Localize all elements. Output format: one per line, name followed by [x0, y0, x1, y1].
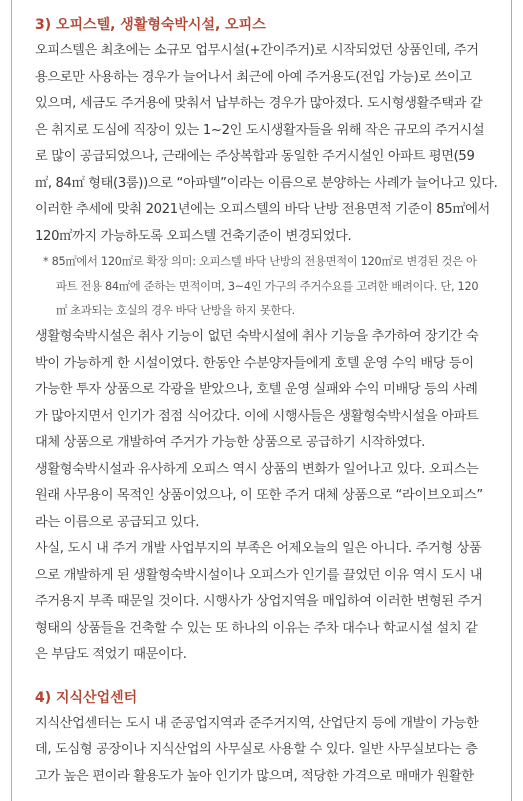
office-paragraph [35, 457, 495, 537]
section-4-heading: 4) 지식산업센터 [35, 689, 138, 706]
residence-hotel-paragraph [35, 324, 495, 457]
text-line: 원래 사무용이 목적인 상품이었으나, 이 또한 주거 대체 상품으로 “라이브오피스” [35, 488, 483, 504]
text-line: 데, 도심형 공장이나 지식산업의 사무실로 사용할 수 있다. 일반 사무실보다는 층 [35, 742, 478, 758]
text-line: 형태의 상품들을 건축할 수 있는 또 하나의 이유는 주차 대수나 학교시설 설치 같 [35, 620, 478, 636]
text-line: 박이 가능하게 한 시설이였다. 한동안 수분양자들에게 호텔 운영 수익 배당 등이 [35, 355, 474, 371]
text-line: 사실, 도시 내 주거 개발 사업부지의 부족은 어제오늘의 일은 아니다. 주거형 상품 [35, 541, 482, 557]
footnote-line: * 85㎡에서 120㎡로 확장 의미: 오피스텔 바닥 난방의 전용면적이 120㎡로 변경된 것은 아 [43, 255, 477, 268]
text-line: 생활형숙박시설은 취사 기능이 없던 숙박시설에 취사 기능을 추가하여 장기간 숙 [35, 329, 479, 345]
footnote [43, 250, 495, 324]
text-line: 120㎡까지 가능하도록 오피스텔 건축기준이 변경되었다. [35, 228, 352, 244]
text-line: 은 취지로 도심에 직장이 있는 1~2인 도시생활자들을 위해 작은 규모의 주거시설 [35, 122, 485, 138]
land-shortage-paragraph [35, 536, 495, 669]
text-line: 오피스텔은 최초에는 소규모 업무시설(+간이주거)로 시작되었던 상품인데, 주거 [35, 43, 479, 58]
document-body [35, 12, 498, 790]
text-line: 용으로만 사용하는 경우가 늘어나서 최근에 아예 주거용도(전입 가능)로 쓰이고 [35, 69, 472, 85]
text-line: 주거용지 부족 때문일 것이다. 시행사가 상업지역을 매입하여 이러한 변형된 주거 [35, 594, 483, 610]
footnote-line: ㎡ 초과되는 호실의 경우 바닥 난방을 하지 못한다. [56, 304, 295, 318]
text-line: 이러한 추세에 맞춰 2021년에는 오피스텔의 바닥 난방 전용면적 기준이 85㎡에서 [35, 202, 490, 217]
text-line: 있으며, 세금도 주거용에 맞춰서 납부하는 경우가 많아졌다. 도시형생활주택과 같 [35, 96, 483, 111]
text-line: 가능한 투자 상품으로 각광을 받았으나, 호텔 운영 실패와 수익 미배당 등의 사례 [35, 382, 478, 398]
text-line: 지식산업센터는 도시 내 준공업지역과 준주거지역, 산업단지 등에 개발이 가능한 [35, 715, 479, 731]
section-gap [35, 669, 495, 685]
text-line: 생활형숙박시설과 유사하게 오피스 역시 상품의 변화가 일어나고 있다. 오피스는 [35, 461, 479, 477]
knowledge-center-paragraph [35, 711, 495, 791]
officetel-paragraph [35, 38, 498, 250]
text-line: ㎡, 84㎡ 형태(3룸))으로 “아파텔”이라는 이름으로 분양하는 사례가 늘어나고 있다. [35, 175, 498, 191]
section-3-heading: 3) 오피스텔, 생활형숙박시설, 오피스 [35, 17, 266, 33]
text-line: 으로 개발하게 된 생활형숙박시설이나 오피스가 인기를 끌었던 이유 역시 도시 내 [35, 567, 483, 583]
text-line: 은 부담도 적었기 때문이다. [35, 647, 187, 663]
text-line: 라는 이름으로 공급되고 있다. [35, 514, 200, 530]
left-margin-rule [11, 0, 12, 801]
text-line: 가 많아지면서 인기가 점점 식어갔다. 이에 시행사들은 생활형숙박시설을 아파트 [35, 408, 479, 424]
right-margin-rule [511, 0, 512, 801]
footnote-line: 파트 전용 84㎡에 준하는 면적이며, 3~4인 가구의 주거수요를 고려한 배려이다. 단, 120 [56, 279, 479, 293]
text-line: 대체 상품으로 개발하여 주거가 가능한 상품으로 공급하기 시작하였다. [35, 435, 426, 451]
text-line: 고가 높은 편이라 활용도가 높아 인기가 많으며, 적당한 가격으로 매매가 원활한 [35, 768, 474, 784]
text-line: 로 많이 공급되었으나, 근래에는 주상복합과 동일한 주거시설인 아파트 평면(59 [35, 149, 475, 164]
